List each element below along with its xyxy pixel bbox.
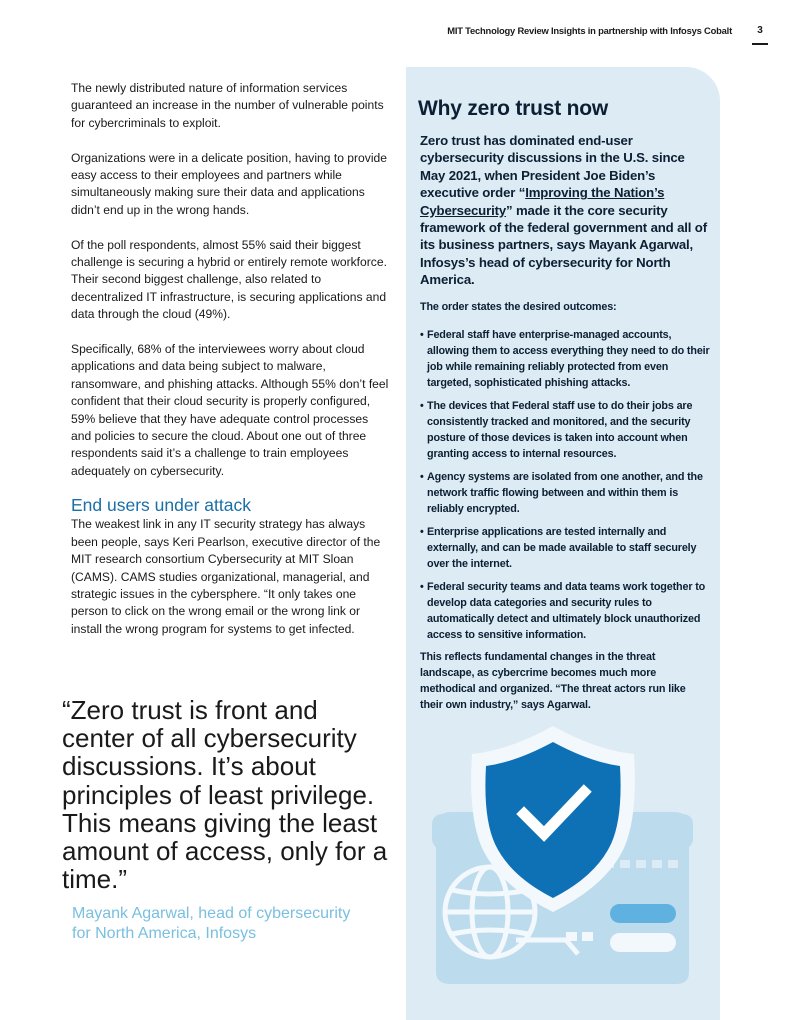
body-paragraph: Of the poll respondents, almost 55% said their biggest challenge is securing a hybrid or entirely remote workforce. Their second biggest challenge, also related to decentralized IT infrastructure, is securing applications and data through the cloud (49%).	[71, 237, 387, 322]
body-text-column	[71, 80, 389, 638]
sidebar-closing: This reflects fundamental changes in the threat landscape, as cybercrime becomes much more methodical and organized. “The threat actors run like their own industry,” says Agarwal.	[420, 651, 686, 711]
sidebar-bullet-list	[420, 327, 710, 650]
body-paragraph: The weakest link in any IT security strategy has always been people, says Keri Pearlson, executive director of the MIT research consortium Cybersecurity at MIT Sloan (CAMS). CAMS studies organizational, managerial, and strategic issues in the cybersphere. “It only takes one person to click on the wrong email or the wrong link or install the wrong program for systems to get infected.	[71, 517, 381, 636]
pill	[610, 933, 676, 952]
bullet-item: • Federal staff have enterprise-managed accounts, allowing them to access everything they need to do their job while remaining reliably protected from even targeted, sophisticated phishing attacks.	[420, 327, 710, 391]
bullet-item: • Enterprise applications are tested internally and externally, and can be made available to staff securely over the internet.	[420, 524, 710, 572]
lede-text: ” made it the core security framework of the federal government and all of its business partners, says Mayank Agarwal, Infosys’s head of cybersecurity for North America.	[420, 202, 707, 288]
running-header: MIT Technology Review Insights in partnership with Infosys Cobalt	[447, 25, 732, 36]
bullet-item: • The devices that Federal staff use to do their jobs are consistently tracked and monitored, and the security posture of those devices is taken into account when granting access to internal resources.	[420, 398, 710, 462]
sidebar-intro: The order states the desired outcomes:	[420, 301, 617, 313]
body-paragraph: The newly distributed nature of information services guaranteed an increase in the number of vulnerable points for cybercriminals to exploit.	[71, 81, 384, 130]
section-subhead: End users under attack	[71, 495, 251, 516]
device-tab	[673, 814, 693, 849]
page-number: 3	[757, 25, 763, 36]
shield-check-icon	[406, 722, 720, 1020]
small-square	[582, 932, 593, 941]
pill	[610, 904, 676, 923]
bullet-item: • Federal security teams and data teams work together to develop data categories and security rules to automatically detect and ultimately block unauthorized access to sensitive information.	[420, 579, 710, 643]
page-number-rule	[752, 43, 768, 45]
body-paragraph: Specifically, 68% of the interviewees worry about cloud applications and data being subject to malware, ransomware, and phishing attacks. Although 55% don’t feel confident that their cloud security is properly configured, 59% believe that they have adequate control processes and policies to secure the cloud. About one out of three respondents said it’s a challenge to train employees adequately on cybersecurity.	[71, 342, 389, 478]
pull-quote: “Zero trust is front and center of all cybersecurity discussions. It’s about principles of least privilege. This means giving the least amount of access, only for a time.”	[62, 695, 388, 895]
sidebar-lede	[420, 132, 710, 289]
lede-text: Zero trust has dominated end-user cybersecurity discussions in the U.S. since May 2021, when President Joe Biden’s executive order “	[420, 133, 685, 201]
sidebar-title: Why zero trust now	[418, 97, 609, 120]
device-tab	[432, 814, 452, 849]
body-paragraph: Organizations were in a delicate position, having to provide easy access to their employees and partners while simultaneously making sure their data and applications didn’t end up in the wrong hands.	[71, 150, 387, 217]
quote-attribution: Mayank Agarwal, head of cybersecurity for North America, Infosys	[72, 905, 351, 942]
bullet-item: • Agency systems are isolated from one another, and the network traffic flowing between and within them is reliably encrypted.	[420, 469, 710, 517]
executive-order-link[interactable]: Improving the Nation’s Cybersecurity	[420, 185, 665, 218]
